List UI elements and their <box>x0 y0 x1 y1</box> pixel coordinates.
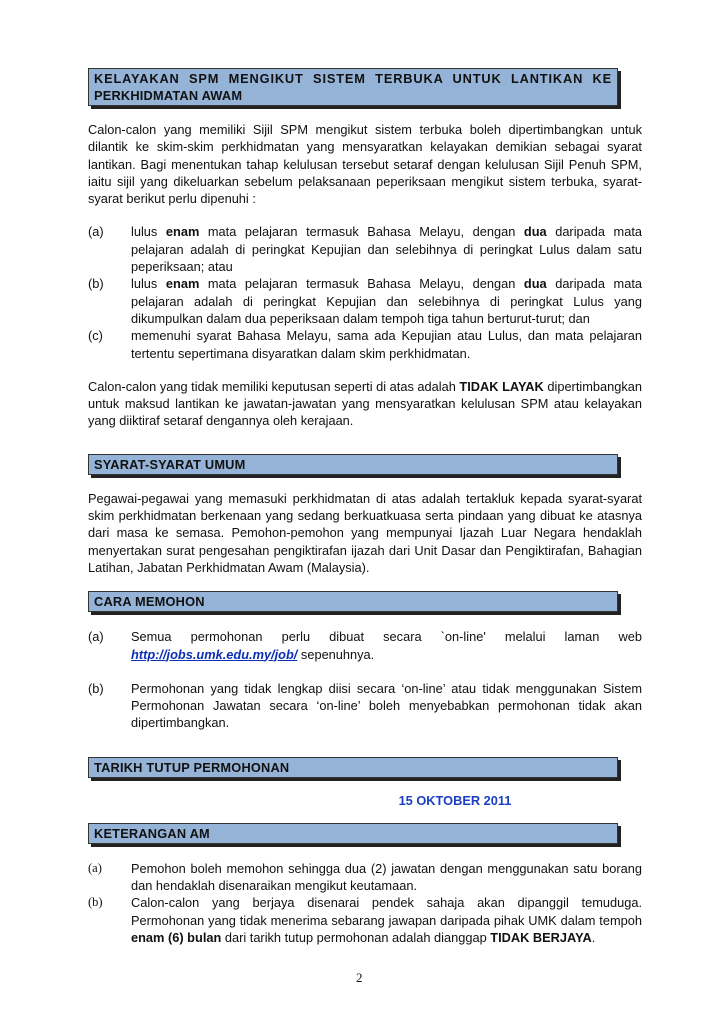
job-portal-link[interactable]: http://jobs.umk.edu.my/job/ <box>131 646 298 662</box>
heading-tarikh-tutup: TARIKH TUTUP PERMOHONAN <box>88 757 618 778</box>
list-keterangan-am <box>88 860 642 946</box>
page-number: 2 <box>356 970 363 985</box>
heading-syarat-umum: SYARAT-SYARAT UMUM <box>88 454 618 475</box>
list-item: (b) Calon-calon yang berjaya disenarai pendek sahaja akan dipanggil temuduga. Permohonan yang tidak menerima sebarang jawapan daripada pihak UMK dalam tempoh enam (6) bulan dari tarikh tutup permohonan adalah dianggap TIDAK BERJAYA. <box>88 895 642 945</box>
closing-date: 15 OKTOBER 2011 <box>398 792 512 808</box>
list-item: (c) memenuhi syarat Bahasa Melayu, sama ada Kepujian atau Lulus, dan mata pelajaran tertentu sepertimana disyaratkan dalam skim perkhidmatan. <box>88 328 642 361</box>
syarat-umum-paragraph: Pegawai-pegawai yang memasuki perkhidmatan di atas adalah tertakluk kepada syarat-syarat skim perkhidmatan berkenaan yang sedang berkuatkuasa serta pindaan yang dibuat ke atasnya dari masa ke semasa. Pemohon-pemohon yang mempunyai Ijazah Luar Negara hendaklah menyertakan surat pengesahan pengiktirafan ijazah dari Unit Dasar dan Pengiktirafan, Bahagian Latihan, Jabatan Perkhidmatan Awam (Malaysia). <box>88 490 642 575</box>
heading-line-1: KELAYAKAN SPM MENGIKUT SISTEM TERBUKA UNTUK LANTIKAN KE <box>94 71 612 86</box>
heading-line-2: PERKHIDMATAN AWAM <box>94 88 243 103</box>
list-kelayakan <box>88 223 642 361</box>
not-eligible-paragraph: Calon-calon yang tidak memiliki keputusan seperti di atas adalah TIDAK LAYAK dipertimbangkan untuk maksud lantikan ke jawatan-jawatan yang mensyaratkan kelulusan SPM atau kelayakan yang diiktiraf setaraf dengannya oleh kerajaan. <box>88 378 642 429</box>
document-page <box>88 68 642 946</box>
list-item: (a) lulus enam mata pelajaran termasuk Bahasa Melayu, dengan dua daripada mata pelajaran adalah di peringkat Kepujian dan selebihnya di peringkat Lulus dalam satu peperiksaan; atau <box>88 224 643 275</box>
list-item: (a) Semua permohonan perlu dibuat secara `on-line' melalui laman web http://jobs.umk.edu.my/job/ sepenuhnya. <box>88 629 642 662</box>
list-item: (b) lulus enam mata pelajaran termasuk Bahasa Melayu, dengan dua daripada mata pelajaran adalah di peringkat Kepujian dan selebihnya di peringkat Lulus yang dikumpulkan dalam dua peperiksaan dalam tempoh tiga tahun berturut-turut; dan <box>88 276 643 326</box>
list-item: (b) Permohonan yang tidak lengkap diisi secara ‘on-line’ atau tidak menggunakan Sistem Permohonan Jawatan secara ‘on-line’ boleh menyebabkan permohonan tidak akan dipertimbangkan. <box>88 680 642 731</box>
list-item: (a) Pemohon boleh memohon sehingga dua (2) jawatan dengan menggunakan satu borang dan hendaklah disenaraikan mengikut keutamaan. <box>88 860 642 894</box>
heading-kelayakan-spm <box>88 68 618 106</box>
intro-paragraph: Calon-calon yang memiliki Sijil SPM mengikut sistem terbuka boleh dipertimbangkan untuk dilantik ke skim-skim perkhidmatan yang mensyaratkan kelayakan demikian sebagai syarat lantikan. Bagi menentukan tahap kelulusan tersebut setaraf dengan kelulusan Sijil Penuh SPM, iaitu sijil yang dikeluarkan sebelum pelaksanaan peperiksaan mengikut sistem terbuka, syarat-syarat berikut perlu dipenuhi : <box>88 122 642 207</box>
heading-keterangan-am: KETERANGAN AM <box>88 823 618 844</box>
heading-cara-memohon: CARA MEMOHON <box>88 591 618 612</box>
list-cara-memohon <box>88 628 642 731</box>
